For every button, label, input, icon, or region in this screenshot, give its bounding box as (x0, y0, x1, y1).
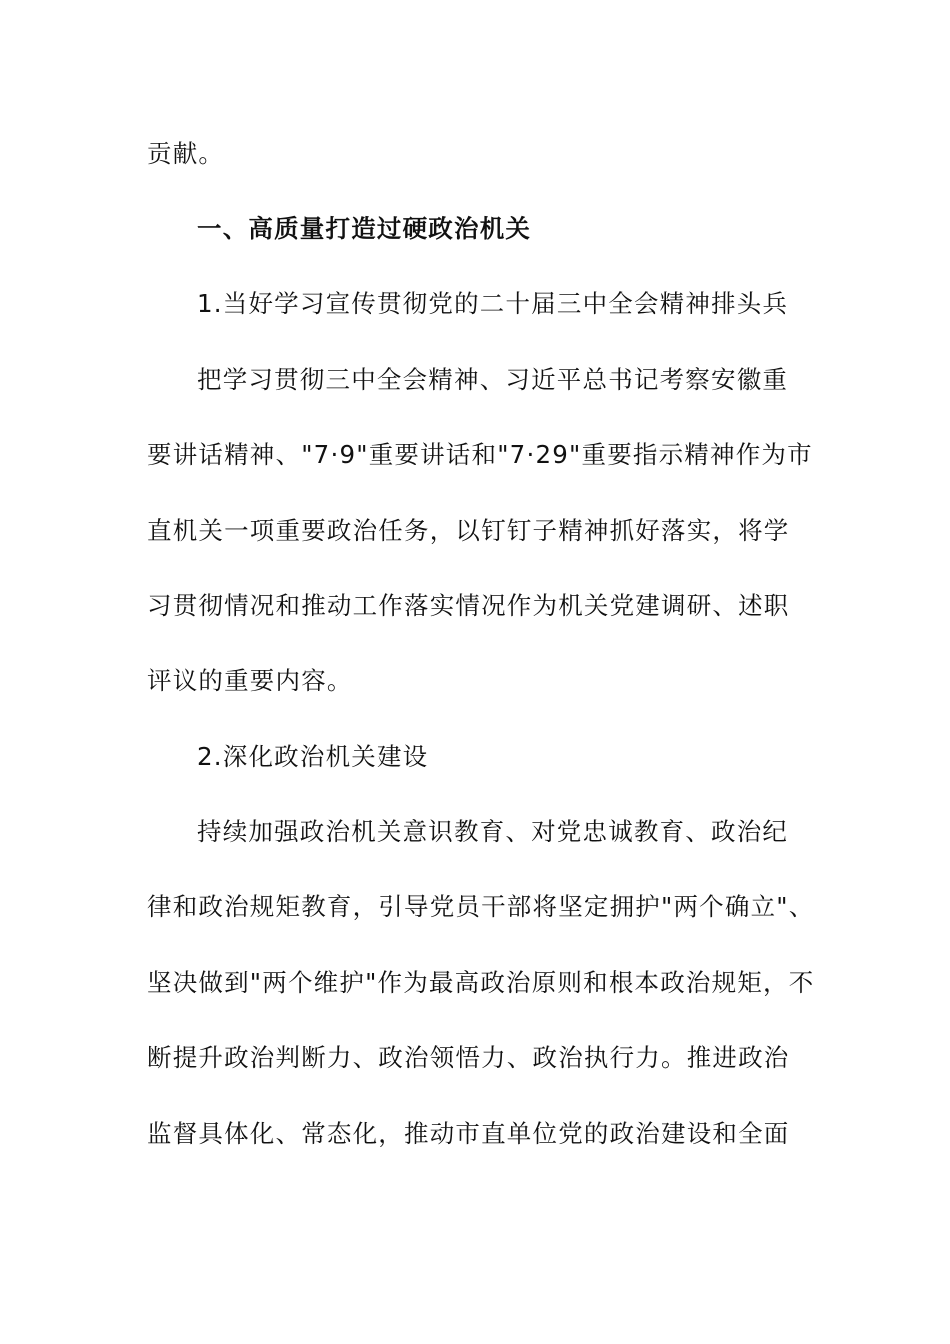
paragraph-line: 评议的重要内容。 (147, 666, 353, 695)
paragraph-line: 断提升政治判断力、政治领悟力、政治执行力。推进政治 (147, 1043, 790, 1072)
paragraph-line: 习贯彻情况和推动工作落实情况作为机关党建调研、述职 (147, 591, 790, 620)
paragraph-line: 持续加强政治机关意识教育、对党忠诚教育、政治纪 (197, 817, 789, 846)
section-heading: 一、高质量打造过硬政治机关 (197, 214, 532, 243)
paragraph-line: 监督具体化、常态化，推动市直单位党的政治建设和全面 (147, 1119, 790, 1148)
subsection-heading-1: 1.当好学习宣传贯彻党的二十届三中全会精神排头兵 (197, 289, 789, 318)
paragraph-line: 坚决做到"两个维护"作为最高政治原则和根本政治规矩，不 (147, 968, 815, 997)
paragraph-line: 直机关一项重要政治任务，以钉钉子精神抓好落实，将学 (147, 516, 790, 545)
paragraph-continuation: 贡献。 (147, 139, 225, 168)
paragraph-line: 把学习贯彻三中全会精神、习近平总书记考察安徽重 (197, 365, 789, 394)
subsection-heading-2: 2.深化政治机关建设 (197, 742, 429, 771)
paragraph-line: 律和政治规矩教育，引导党员干部将坚定拥护"两个确立"、 (147, 892, 815, 921)
paragraph-line: 要讲话精神、"7·9"重要讲话和"7·29"重要指示精神作为市 (147, 440, 813, 469)
